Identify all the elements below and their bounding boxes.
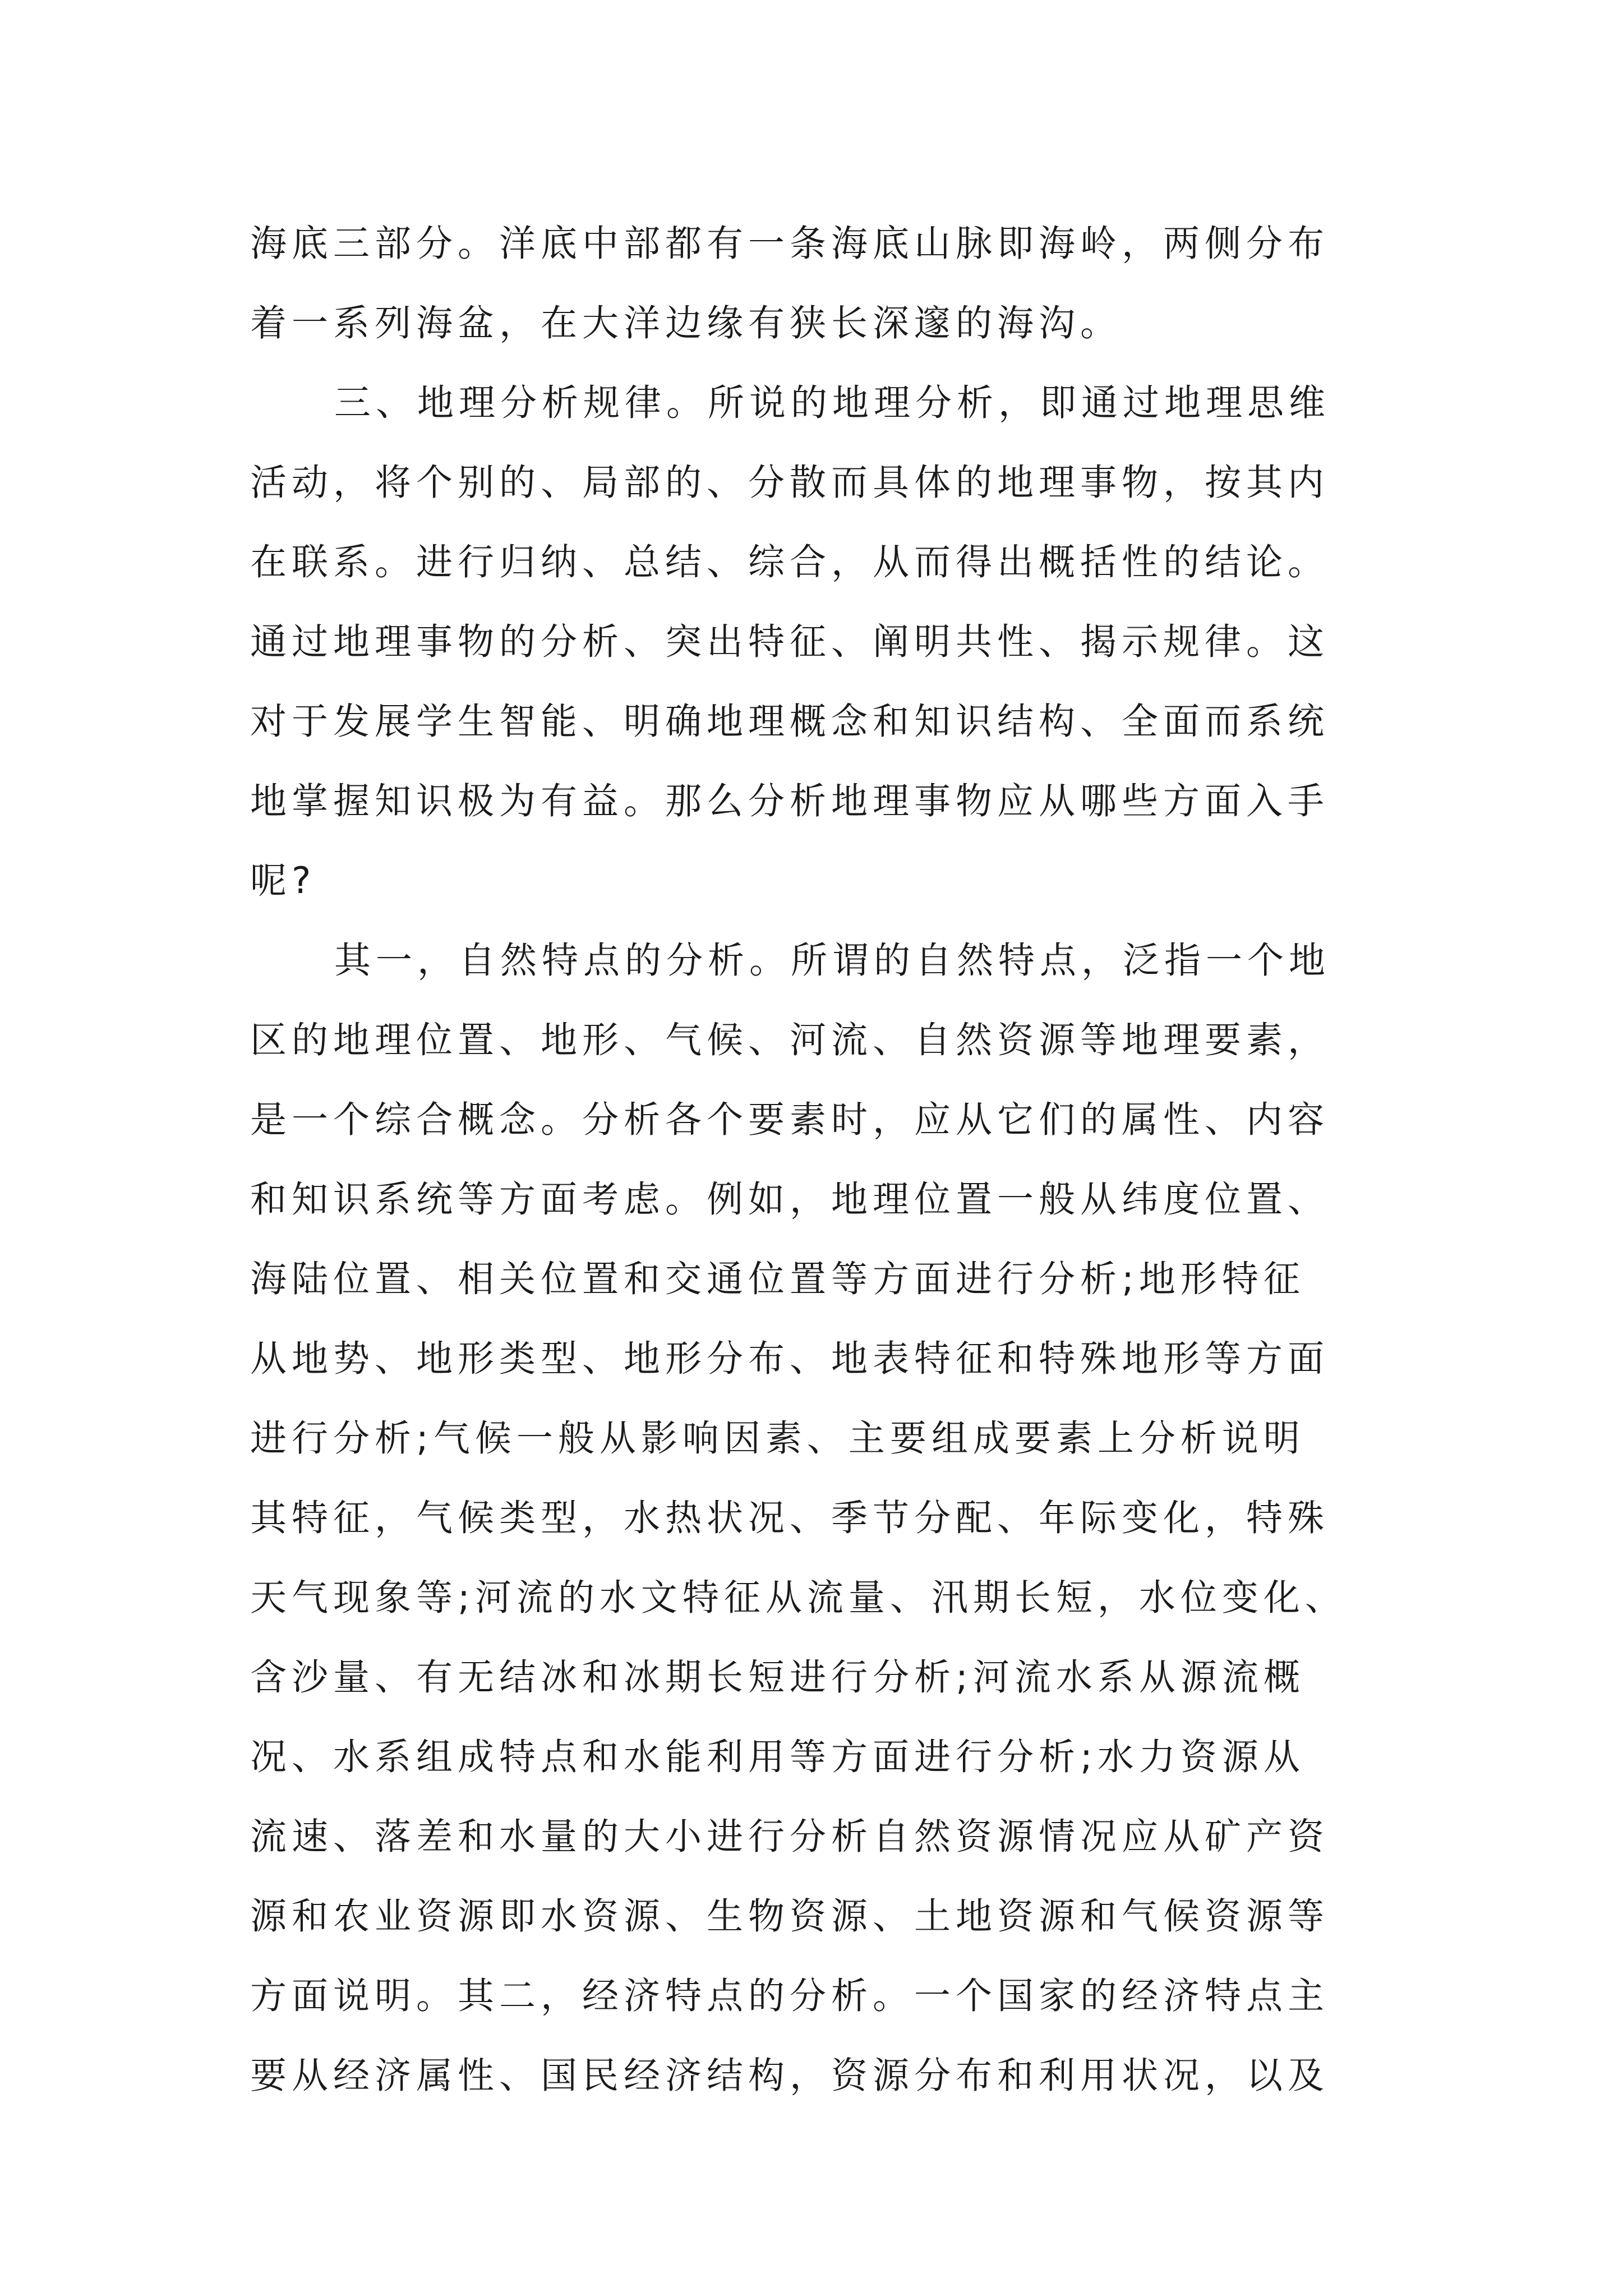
text-line: 要从经济属性、国民经济结构，资源分布和利用状况，以及 [250, 2055, 1330, 2097]
text-line: 其特征，气候类型，水热状况、季节分配、年际变化，特殊 [250, 1497, 1330, 1539]
text-line: 对于发展学生智能、明确地理概念和知识结构、全面而系统 [250, 701, 1330, 743]
text-line: 和知识系统等方面考虑。例如，地理位置一般从纬度位置、 [250, 1179, 1330, 1221]
text-line: 呢? [250, 860, 316, 902]
text-line: 活动，将个别的、局部的、分散而具体的地理事物，按其内 [250, 462, 1330, 504]
text-line: 海陆位置、相关位置和交通位置等方面进行分析;地形特征 [250, 1258, 1305, 1300]
text-line: 是一个综合概念。分析各个要素时，应从它们的属性、内容 [250, 1099, 1330, 1141]
text-line: 从地势、地形类型、地形分布、地表特征和特殊地形等方面 [250, 1338, 1330, 1380]
text-line: 海底三部分。洋底中部都有一条海底山脉即海岭，两侧分布 [250, 223, 1330, 265]
text-line: 地掌握知识极为有益。那么分析地理事物应从哪些方面入手 [250, 780, 1330, 822]
text-line: 区的地理位置、地形、气候、河流、自然资源等地理要素， [250, 1019, 1330, 1061]
text-line: 源和农业资源即水资源、生物资源、土地资源和气候资源等 [250, 1895, 1330, 1938]
text-line: 方面说明。其二，经济特点的分析。一个国家的经济特点主 [250, 1975, 1330, 2017]
text-line: 况、水系组成特点和水能利用等方面进行分析;水力资源从 [250, 1736, 1305, 1778]
paragraph-start-line: 三、地理分析规律。所说的地理分析，即通过地理思维 [334, 382, 1331, 424]
text-line: 含沙量、有无结冰和冰期长短进行分析;河流水系从源流概 [250, 1657, 1305, 1699]
text-line: 通过地理事物的分析、突出特征、阐明共性、揭示规律。这 [250, 621, 1330, 663]
text-line: 进行分析;气候一般从影响因素、主要组成要素上分析说明 [250, 1418, 1305, 1460]
text-line: 天气现象等;河流的水文特征从流量、汛期长短，水位变化、 [250, 1577, 1347, 1619]
text-line: 在联系。进行归纳、总结、综合，从而得出概括性的结论。 [250, 541, 1330, 583]
text-line: 着一系列海盆，在大洋边缘有狭长深邃的海沟。 [250, 302, 1122, 344]
paragraph-start-line: 其一，自然特点的分析。所谓的自然特点，泛指一个地 [334, 940, 1331, 982]
text-line: 流速、落差和水量的大小进行分析自然资源情况应从矿产资 [250, 1816, 1330, 1858]
